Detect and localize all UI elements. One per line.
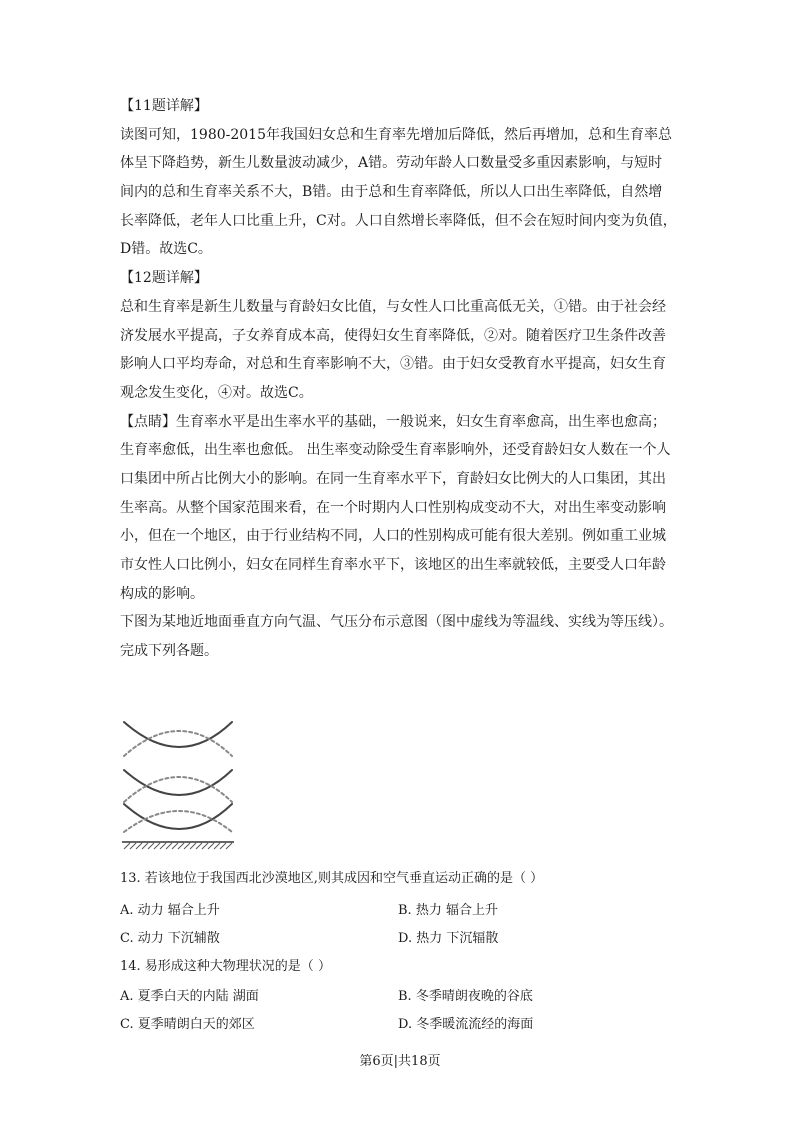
section-11-line: 体呈下降趋势，新生儿数量波动减少，A错。劳动年龄人口数量受多重因素影响，与短时 bbox=[120, 155, 663, 172]
dianjing-line: 生育率愈低，出生率也愈低。 出生率变动除受生育率影响外，还受育龄妇女人数在一个人 bbox=[120, 442, 671, 459]
section-12-line: 济发展水平提高，子女养育成本高，使得妇女生育率降低，②对。随着医疗卫生条件改善 bbox=[120, 327, 666, 344]
section-12-line: 影响人口平均寿命，对总和生育率影响不大，③错。由于妇女受教育水平提高，妇女生育 bbox=[120, 356, 666, 373]
section-12-header: 【12题详解】 bbox=[120, 270, 208, 287]
question-13-option-b: B. 热力 辐合上升 bbox=[398, 903, 498, 918]
dianjing-line: 口集团中所占比例大小的影响。在同一生育率水平下，育龄妇女比例大的人口集团，其出 bbox=[120, 470, 666, 487]
dianjing-line: 生率高。从整个国家范围来看，在一个时期内人口性别构成变动不大，对出生率变动影响 bbox=[120, 499, 666, 516]
question-13-stem: 13. 若该地位于我国西北沙漠地区,则其成因和空气垂直运动正确的是（ ） bbox=[120, 871, 544, 886]
dianjing-line: 市女性人口比例小，妇女在同样生育率水平下，该地区的出生率就较低，主要受人口年龄 bbox=[120, 557, 666, 573]
dianjing-line: 【点睛】生育率水平是出生率水平的基础，一般说来，妇女生育率愈高，出生率也愈高； bbox=[120, 413, 666, 430]
intro-line: 完成下列各题。 bbox=[120, 643, 218, 660]
intro-line: 下图为某地近地面垂直方向气温、气压分布示意图（图中虚线为等温线、实线为等压线）。 bbox=[120, 614, 673, 631]
question-14-option-a: A. 夏季白天的内陆 湖面 bbox=[120, 989, 259, 1004]
question-14-option-d: D. 冬季暖流流经的海面 bbox=[398, 1017, 534, 1032]
question-14-stem: 14. 易形成这种大物理状况的是（ ） bbox=[120, 959, 331, 974]
question-13-option-a: A. 动力 辐合上升 bbox=[120, 903, 220, 918]
question-13-option-c: C. 动力 下沉辅散 bbox=[120, 931, 220, 946]
section-11-line: D错。故选C。 bbox=[120, 241, 212, 258]
question-14-option-c: C. 夏季晴朗白天的郊区 bbox=[120, 1017, 255, 1032]
section-11-header: 【11题详解】 bbox=[120, 98, 208, 114]
section-12-line: 总和生育率是新生儿数量与育龄妇女比值，与女性人口比重高低无关，①错。由于社会经 bbox=[120, 298, 666, 315]
question-14-option-b: B. 冬季晴朗夜晚的谷底 bbox=[398, 989, 533, 1004]
isotherm-line bbox=[124, 777, 232, 802]
question-13-option-d: D. 热力 下沉辐散 bbox=[398, 931, 499, 946]
page-footer: 第6页|共18页 bbox=[359, 1054, 441, 1069]
solution-text bbox=[120, 96, 680, 670]
section-11-line: 间内的总和生育率关系不大，B错。由于总和生育率降低，所以人口出生率降低，自然增 bbox=[120, 184, 663, 201]
isotherm-isobar-figure bbox=[122, 718, 238, 852]
section-11-line: 读图可知，1980-2015年我国妇女总和生育率先增加后降低，然后再增加，总和生育率总 bbox=[120, 126, 672, 143]
dianjing-line: 构成的影响。 bbox=[120, 585, 204, 602]
section-11-line: 长率降低，老年人口比重上升，C对。人口自然增长率降低，但不会在短时间内变为负值， bbox=[120, 212, 677, 229]
isobar-line bbox=[124, 770, 232, 795]
isobar-line bbox=[124, 804, 232, 829]
dianjing-line: 小，但在一个地区，由于行业结构不同，人口的性别构成可能有很大差别。例如重工业城 bbox=[120, 528, 666, 545]
section-12-line: 观念发生变化，④对。故选C。 bbox=[120, 384, 313, 401]
ground-surface bbox=[122, 842, 234, 849]
